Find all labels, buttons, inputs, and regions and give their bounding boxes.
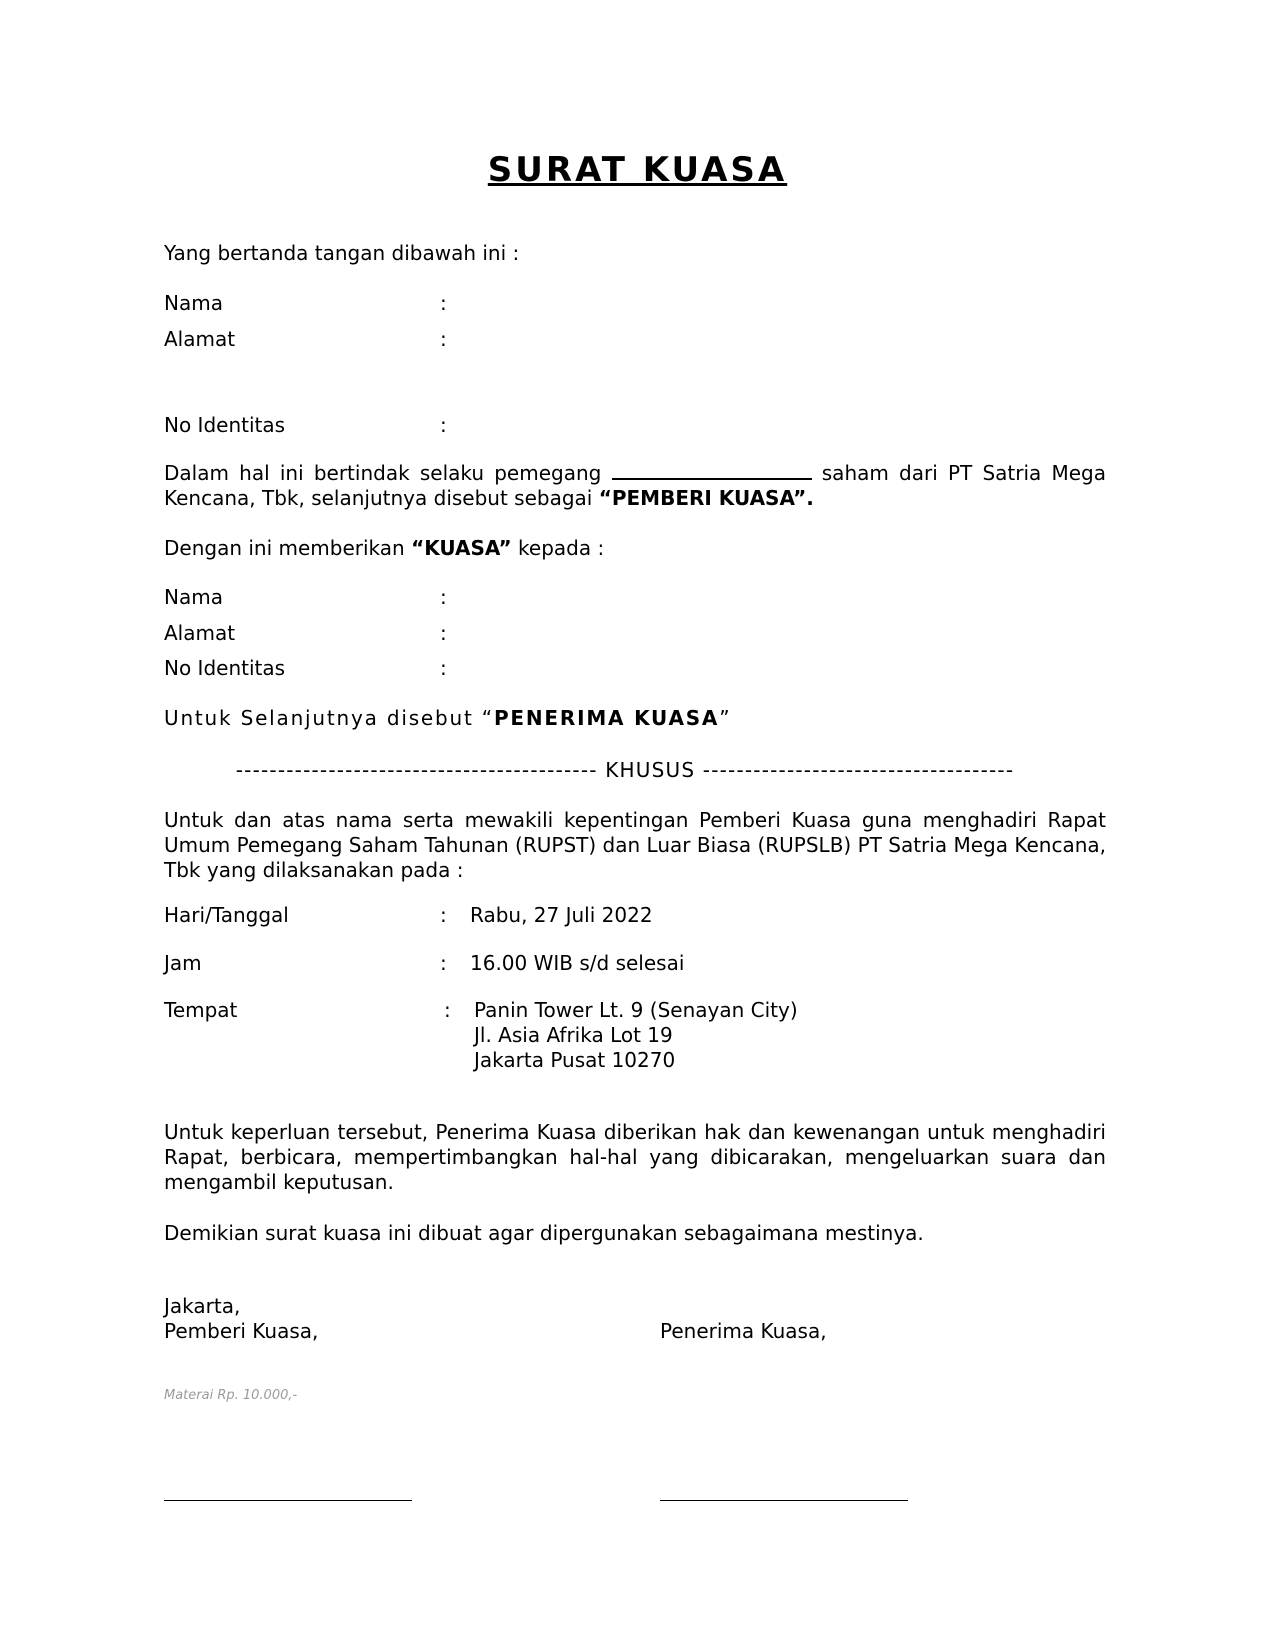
grantee-name-label: Nama (164, 585, 223, 609)
grantee-address-colon: : (440, 621, 447, 645)
hereafter-post: ” (719, 706, 732, 730)
date-value: Rabu, 27 Juli 2022 (470, 903, 653, 927)
grantor-address-label: Alamat (164, 327, 236, 351)
grantor-address-colon: : (440, 327, 447, 351)
document-title: SURAT KUASA (487, 150, 788, 190)
grant-line (164, 535, 604, 561)
grantee-name-colon: : (440, 585, 447, 609)
grantor-name-colon: : (440, 291, 447, 315)
place-line: Jl. Asia Afrika Lot 19 (474, 1023, 673, 1047)
intro-text: Yang bertanda tangan dibawah ini : (164, 241, 520, 265)
place-label: Tempat (164, 998, 238, 1022)
place-line: Panin Tower Lt. 9 (Senayan City) (474, 998, 798, 1022)
grantee-address-label: Alamat (164, 621, 236, 645)
grant-pre: Dengan ini memberikan (164, 536, 405, 560)
grantor-signature-line (164, 1500, 412, 1501)
grantee-id-label: No Identitas (164, 656, 286, 680)
grantor-name-label: Nama (164, 291, 223, 315)
place-line: Jakarta Pusat 10270 (474, 1048, 676, 1072)
grantor-signature-label: Pemberi Kuasa, (164, 1319, 319, 1343)
acting-paragraph (164, 460, 1106, 511)
acting-mid: saham dari PT Satria Mega Kencana, Tbk, selanjutnya disebut sebagai (164, 461, 1107, 510)
grantor-id-label: No Identitas (164, 413, 286, 437)
grant-term: “KUASA” (411, 536, 512, 560)
time-value: 16.00 WIB s/d selesai (470, 951, 685, 975)
grant-post: kepada : (518, 536, 605, 560)
time-colon: : (440, 951, 447, 975)
share-count-blank (612, 460, 812, 480)
acting-pre: Dalam hal ini bertindak selaku pemegang (164, 461, 602, 485)
stamp-note: Materai Rp. 10.000,- (164, 1388, 298, 1403)
hereafter-term: PENERIMA KUASA (493, 706, 720, 730)
grantee-id-colon: : (440, 656, 447, 680)
closing-text: Demikian surat kuasa ini dibuat agar dipergunakan sebagaimana mestinya. (164, 1221, 924, 1245)
acting-grantor-term: “PEMBERI KUASA”. (598, 486, 814, 510)
hereafter-line (164, 705, 731, 731)
grantee-signature-line (660, 1500, 908, 1501)
authority-paragraph: Untuk keperluan tersebut, Penerima Kuasa diberikan hak dan kewenangan untuk menghadiri Rapat, berbicara, mempertimbangkan hal-hal yang dibicarakan, mengeluarkan suara dan mengambil keputusan. (164, 1120, 1106, 1194)
place-colon: : (444, 998, 451, 1022)
grantor-id-colon: : (440, 413, 447, 437)
signature-city: Jakarta, (164, 1294, 241, 1318)
grantee-signature-label: Penerima Kuasa, (660, 1319, 827, 1343)
time-label: Jam (164, 951, 202, 975)
khusus-divider: ------------------------------------------- KHUSUS ------------------------------------- (235, 758, 1015, 782)
hereafter-pre: Untuk Selanjutnya disebut “ (164, 706, 494, 730)
purpose-paragraph: Untuk dan atas nama serta mewakili kepentingan Pemberi Kuasa guna menghadiri Rapat Umum Pemegang Saham Tahunan (RUPST) dan Luar Biasa (RUPSLB) PT Satria Mega Kencana, Tbk yang dilaksanakan pada : (164, 808, 1106, 882)
date-label: Hari/Tanggal (164, 903, 289, 927)
date-colon: : (440, 903, 447, 927)
